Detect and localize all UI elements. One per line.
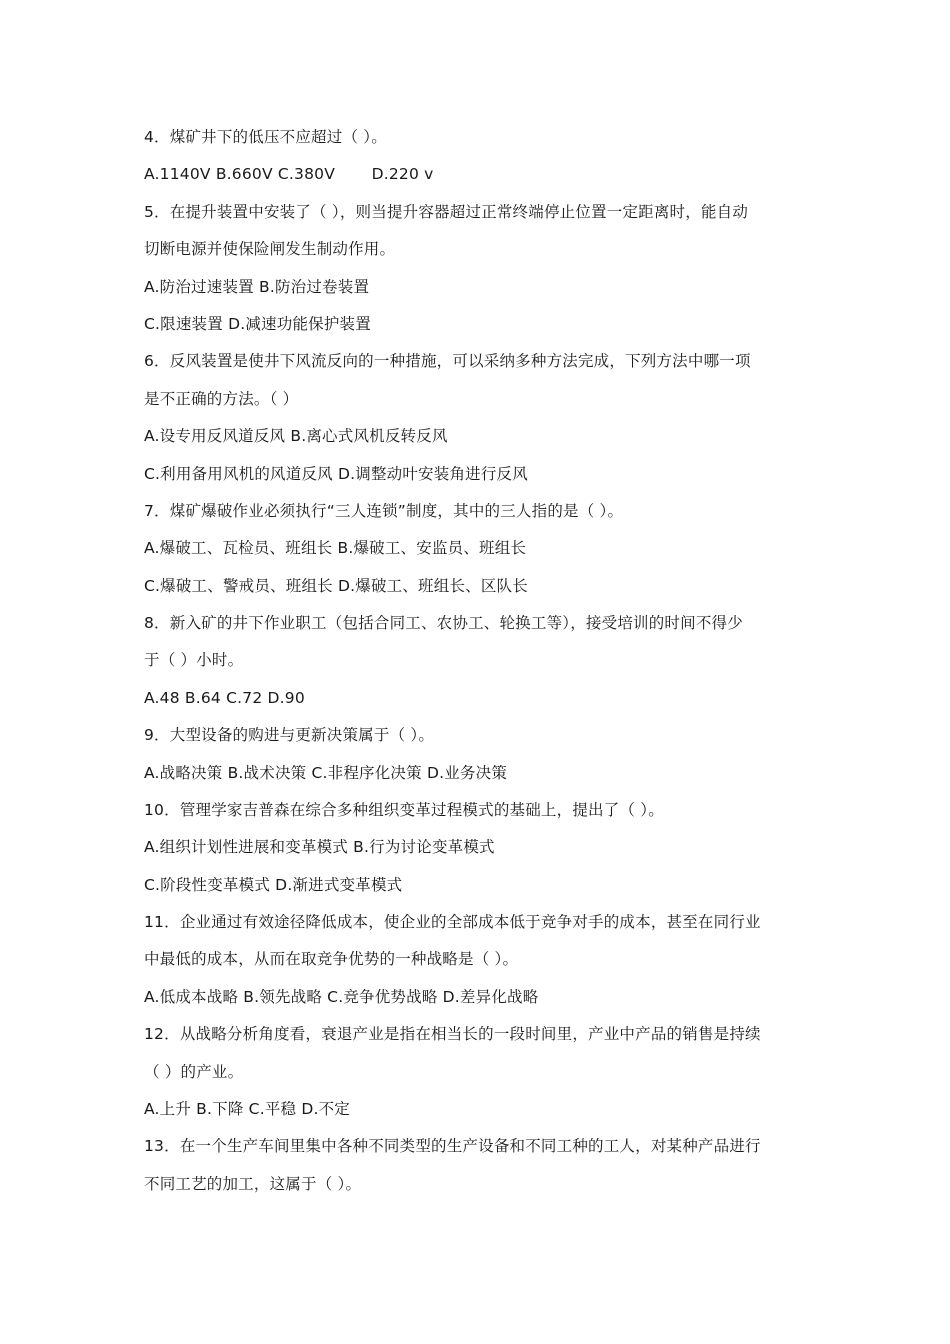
- question-8-stem-cont: 于（ ）小时。: [144, 651, 244, 669]
- question-10-options-ab: A.组织计划性进展和变革模式 B.行为讨论变革模式: [144, 838, 495, 856]
- question-12-options: A.上升 B.下降 C.平稳 D.不定: [144, 1100, 351, 1118]
- question-9-stem: 9．大型设备的购进与更新决策属于（ ）。: [144, 726, 435, 744]
- question-6-stem-cont: 是不正确的方法。（ ）: [144, 390, 299, 408]
- question-5-options-cd: C.限速装置 D.减速功能保护装置: [144, 315, 371, 333]
- question-10-stem: 10．管理学家吉普森在综合多种组织变革过程模式的基础上，提出了（ ）。: [144, 801, 664, 819]
- question-13-stem: 13．在一个生产车间里集中各种不同类型的生产设备和不同工种的工人，对某种产品进行: [144, 1137, 761, 1155]
- question-7-stem: 7．煤矿爆破作业必须执行“三人连锁”制度，其中的三人指的是（ ）。: [144, 502, 624, 520]
- question-10-options-cd: C.阶段性变革模式 D.渐进式变革模式: [144, 876, 403, 894]
- question-5-options-ab: A.防治过速装置 B.防治过卷装置: [144, 278, 370, 296]
- question-5-stem: 5．在提升装置中安装了（ ），则当提升容器超过正常终端停止位置一定距离时，能自动: [144, 203, 749, 221]
- question-7-options-cd: C.爆破工、警戒员、班组长 D.爆破工、班组长、区队长: [144, 577, 528, 595]
- question-6-options-ab: A.设专用反风道反风 B.离心式风机反转反风: [144, 427, 448, 445]
- question-8-stem: 8．新入矿的井下作业职工（包括合同工、农协工、轮换工等），接受培训的时间不得少: [144, 614, 743, 632]
- question-13-stem-cont: 不同工艺的加工，这属于（ ）。: [144, 1175, 362, 1193]
- question-6-options-cd: C.利用备用风机的风道反风 D.调整动叶安装角进行反风: [144, 465, 528, 483]
- question-11-options: A.低成本战略 B.领先战略 C.竞争优势战略 D.差异化战略: [144, 988, 539, 1006]
- question-6-stem: 6．反风装置是使井下风流反向的一种措施，可以采纳多种方法完成，下列方法中哪一项: [144, 352, 751, 370]
- question-4-stem: 4．煤矿井下的低压不应超过（ ）。: [144, 128, 387, 146]
- question-7-options-ab: A.爆破工、瓦检员、班组长 B.爆破工、安监员、班组长: [144, 539, 527, 557]
- question-12-stem: 12．从战略分析角度看，衰退产业是指在相当长的一段时间里，产业中产品的销售是持续: [144, 1025, 761, 1043]
- question-8-options: A.48 B.64 C.72 D.90: [144, 689, 305, 707]
- question-5-stem-cont: 切断电源并使保险闸发生制动作用。: [144, 240, 396, 258]
- question-12-stem-cont: （ ）的产业。: [144, 1063, 244, 1081]
- question-4-options: A.1140V B.660V C.380V D.220 v: [144, 165, 434, 183]
- question-11-stem-cont: 中最低的成本，从而在取竞争优势的一种战略是（ ）。: [144, 950, 519, 968]
- question-11-stem: 11．企业通过有效途径降低成本，使企业的全部成本低于竞争对手的成本，甚至在同行业: [144, 913, 761, 931]
- question-9-options: A.战略决策 B.战术决策 C.非程序化决策 D.业务决策: [144, 764, 508, 782]
